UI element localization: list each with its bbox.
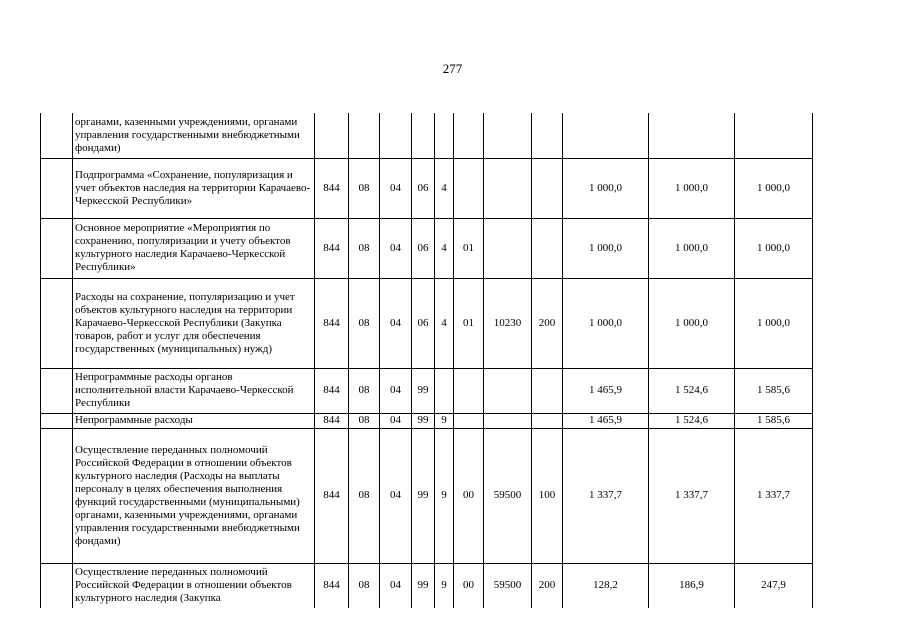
row-number-cell (41, 218, 73, 278)
subsection-code-cell: 04 (380, 413, 412, 428)
subsection-code-cell (380, 113, 412, 158)
amount-2021-cell: 1 337,7 (649, 428, 735, 563)
table-row (41, 368, 813, 413)
table-row (41, 218, 813, 278)
amount-2020-cell: 1 000,0 (563, 158, 649, 218)
section-code-cell: 08 (349, 218, 380, 278)
section-code-cell: 08 (349, 158, 380, 218)
subsection-code-cell: 04 (380, 278, 412, 368)
ministry-code-cell: 844 (315, 368, 349, 413)
amount-2020-cell: 1 465,9 (563, 368, 649, 413)
row-number-cell (41, 413, 73, 428)
program-code-cell: 99 (412, 428, 435, 563)
event-code-cell (454, 113, 484, 158)
amount-2021-cell: 1 000,0 (649, 218, 735, 278)
amount-2022-cell: 1 337,7 (735, 428, 813, 563)
program-code-cell: 06 (412, 158, 435, 218)
amount-2020-cell: 1 000,0 (563, 218, 649, 278)
program-code-cell: 99 (412, 563, 435, 608)
expense-type-code-cell (532, 113, 563, 158)
amount-2022-cell: 247,9 (735, 563, 813, 608)
expense-name-cell: Осуществление переданных полномочий Российской Федерации в отношении объектов культурного наследия (Закупка (73, 563, 315, 608)
direction-code-cell (484, 413, 532, 428)
program-code-cell (412, 113, 435, 158)
expense-type-code-cell: 100 (532, 428, 563, 563)
program-code-cell: 06 (412, 278, 435, 368)
direction-code-cell: 59500 (484, 428, 532, 563)
page-number: 277 (442, 61, 463, 76)
expense-name-cell: Осуществление переданных полномочий Российской Федерации в отношении объектов культурного наследия (Расходы на выплаты персоналу в целях обеспечения выполнения функций государственными (муниципальными) органами, казенными учреждениями, органами управления государственными внебюджетными фондами) (73, 428, 315, 563)
ministry-code-cell: 844 (315, 413, 349, 428)
row-number-cell (41, 563, 73, 608)
amount-2021-cell: 1 000,0 (649, 278, 735, 368)
direction-code-cell: 59500 (484, 563, 532, 608)
amount-2020-cell (563, 113, 649, 158)
expense-name-cell: Непрограммные расходы органов исполнительной власти Карачаево-Черкесской Республики (73, 368, 315, 413)
event-code-cell: 00 (454, 563, 484, 608)
subprogram-code-cell: 9 (435, 413, 454, 428)
event-code-cell (454, 158, 484, 218)
subprogram-code-cell: 4 (435, 278, 454, 368)
ministry-code-cell: 844 (315, 563, 349, 608)
direction-code-cell (484, 113, 532, 158)
event-code-cell (454, 413, 484, 428)
expense-name-cell: Подпрограмма «Сохранение, популяризация и учет объектов наследия на территории Карачаево-Черкесской Республики» (73, 158, 315, 218)
amount-2022-cell: 1 000,0 (735, 158, 813, 218)
direction-code-cell (484, 158, 532, 218)
expense-type-code-cell: 200 (532, 563, 563, 608)
amount-2022-cell: 1 000,0 (735, 218, 813, 278)
ministry-code-cell: 844 (315, 158, 349, 218)
event-code-cell: 01 (454, 218, 484, 278)
subprogram-code-cell: 9 (435, 563, 454, 608)
subprogram-code-cell (435, 368, 454, 413)
ministry-code-cell: 844 (315, 278, 349, 368)
event-code-cell: 01 (454, 278, 484, 368)
amount-2021-cell: 1 524,6 (649, 368, 735, 413)
amount-2020-cell: 128,2 (563, 563, 649, 608)
expense-name-cell: Расходы на сохранение, популяризацию и учет объектов культурного наследия на территории Карачаево-Черкесской Республики (Закупка товаров, работ и услуг для обеспечения государственных (муниципальных) нужд) (73, 278, 315, 368)
section-code-cell: 08 (349, 368, 380, 413)
row-number-cell (41, 278, 73, 368)
amount-2022-cell: 1 000,0 (735, 278, 813, 368)
event-code-cell (454, 368, 484, 413)
expense-name-cell: Основное мероприятие «Мероприятия по сохранению, популяризации и учету объектов культурного наследия Карачаево-Черкесской Республики» (73, 218, 315, 278)
row-number-cell (41, 368, 73, 413)
expense-type-code-cell (532, 413, 563, 428)
subsection-code-cell: 04 (380, 218, 412, 278)
amount-2021-cell: 1 524,6 (649, 413, 735, 428)
section-code-cell: 08 (349, 563, 380, 608)
subprogram-code-cell: 4 (435, 158, 454, 218)
amount-2022-cell (735, 113, 813, 158)
event-code-cell: 00 (454, 428, 484, 563)
amount-2020-cell: 1 465,9 (563, 413, 649, 428)
section-code-cell (349, 113, 380, 158)
expense-type-code-cell (532, 218, 563, 278)
program-code-cell: 99 (412, 413, 435, 428)
subsection-code-cell: 04 (380, 563, 412, 608)
row-number-cell (41, 428, 73, 563)
expense-type-code-cell (532, 368, 563, 413)
subprogram-code-cell: 9 (435, 428, 454, 563)
expense-name-cell: органами, казенными учреждениями, органами управления государственными внебюджетными фондами) (73, 113, 315, 158)
amount-2021-cell: 186,9 (649, 563, 735, 608)
budget-table (40, 113, 813, 608)
section-code-cell: 08 (349, 413, 380, 428)
amount-2020-cell: 1 000,0 (563, 278, 649, 368)
table-row (41, 563, 813, 608)
amount-2022-cell: 1 585,6 (735, 368, 813, 413)
row-number-cell (41, 113, 73, 158)
program-code-cell: 06 (412, 218, 435, 278)
amount-2021-cell: 1 000,0 (649, 158, 735, 218)
subsection-code-cell: 04 (380, 158, 412, 218)
ministry-code-cell (315, 113, 349, 158)
direction-code-cell (484, 368, 532, 413)
expense-type-code-cell (532, 158, 563, 218)
section-code-cell: 08 (349, 278, 380, 368)
direction-code-cell (484, 218, 532, 278)
table-row (41, 278, 813, 368)
table-row (41, 428, 813, 563)
program-code-cell: 99 (412, 368, 435, 413)
expense-name-cell: Непрограммные расходы (73, 413, 315, 428)
amount-2020-cell: 1 337,7 (563, 428, 649, 563)
subprogram-code-cell: 4 (435, 218, 454, 278)
expense-type-code-cell: 200 (532, 278, 563, 368)
amount-2021-cell (649, 113, 735, 158)
subprogram-code-cell (435, 113, 454, 158)
direction-code-cell: 10230 (484, 278, 532, 368)
amount-2022-cell: 1 585,6 (735, 413, 813, 428)
ministry-code-cell: 844 (315, 218, 349, 278)
subsection-code-cell: 04 (380, 368, 412, 413)
table-row (41, 113, 813, 158)
table-row (41, 413, 813, 428)
ministry-code-cell: 844 (315, 428, 349, 563)
table-row (41, 158, 813, 218)
subsection-code-cell: 04 (380, 428, 412, 563)
section-code-cell: 08 (349, 428, 380, 563)
row-number-cell (41, 158, 73, 218)
